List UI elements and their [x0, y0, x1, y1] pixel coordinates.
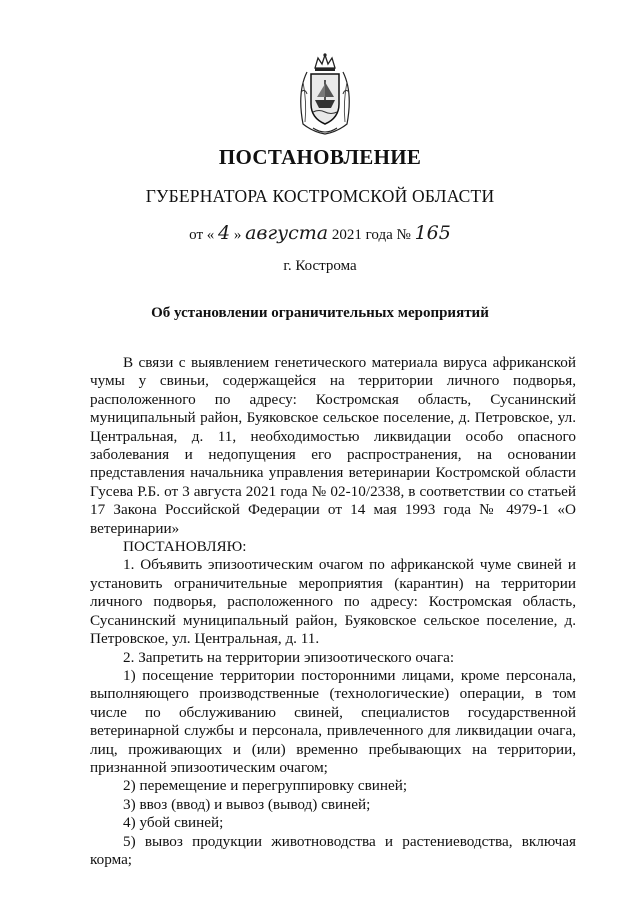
subitem-3-paragraph: 3) ввоз (ввод) и вывоз (вывод) свиней; — [123, 795, 371, 813]
document-number-handwritten: 165 — [414, 222, 451, 244]
issuer-title: ГУБЕРНАТОРА КОСТРОМСКОЙ ОБЛАСТИ — [145, 186, 495, 206]
item-2-paragraph: 2. Запретить на территории эпизоотического очага: — [123, 648, 455, 666]
decree-word: ПОСТАНОВЛЯЮ: — [123, 538, 247, 556]
document-body — [90, 354, 576, 869]
date-month-handwritten: августа — [245, 222, 329, 244]
date-year: 2021 года № — [331, 227, 411, 243]
subitem-1-paragraph: 1) посещение территории посторонними лицами, кроме персонала, выполняющего производственные (технологические) операции, в том числе по обслуживанию свиней, специалистов государственной ветеринарной службы и персонала, привлеченного для ликвидации очага, лиц, проживающих и (или) временно пребывающих на территории, признанной эпизоотическим очагом; — [90, 666, 576, 776]
document-subject: Об установлении ограничительных мероприятий — [151, 305, 489, 321]
document-type-title: ПОСТАНОВЛЕНИЕ — [218, 145, 422, 169]
preamble-paragraph: В связи с выявлением генетического материала вируса африканской чумы у свиньи, содержащейся на территории личного подворья, расположенного по адресу: Костромская область, Сусанинский муниципальный район, Буяковское сельское поселение, д. Петровское, ул. Центральная, д. 11, необходимостью ликвидации особо опасного заболевания и недопущения его распространения, на основании представления начальника управления ветеринарии Костромской области Гусева Р.Б. от 3 августа 2021 года № 02-10/2338, в соответствии со статьей 17 Закона Российской Федерации от 14 мая 1993 года № 4979-1 «О ветеринарии» — [90, 354, 576, 537]
date-day-handwritten: 4 — [218, 222, 231, 244]
subitem-4-paragraph: 4) убой свиней; — [123, 814, 224, 832]
date-prefix: от « — [189, 227, 215, 243]
subitem-5-paragraph: 5) вывоз продукции животноводства и растениеводства, включая корма; — [90, 832, 576, 868]
item-1-paragraph: 1. Объявить эпизоотическим очагом по африканской чуме свиней и установить ограничительные мероприятия (карантин) на территории личного подворья, расположенного по адресу: Костромская область, Сусанинский муниципальный район, Буяковское сельское поселение, д. Петровское, ул. Центральная, д. 11. — [90, 556, 576, 648]
date-mid: » — [233, 227, 242, 243]
city-label: г. Кострома — [283, 258, 357, 274]
subitem-2-paragraph: 2) перемещение и перегруппировку свиней; — [123, 777, 408, 795]
coat-of-arms-emblem — [293, 52, 357, 136]
date-line — [0, 222, 640, 244]
